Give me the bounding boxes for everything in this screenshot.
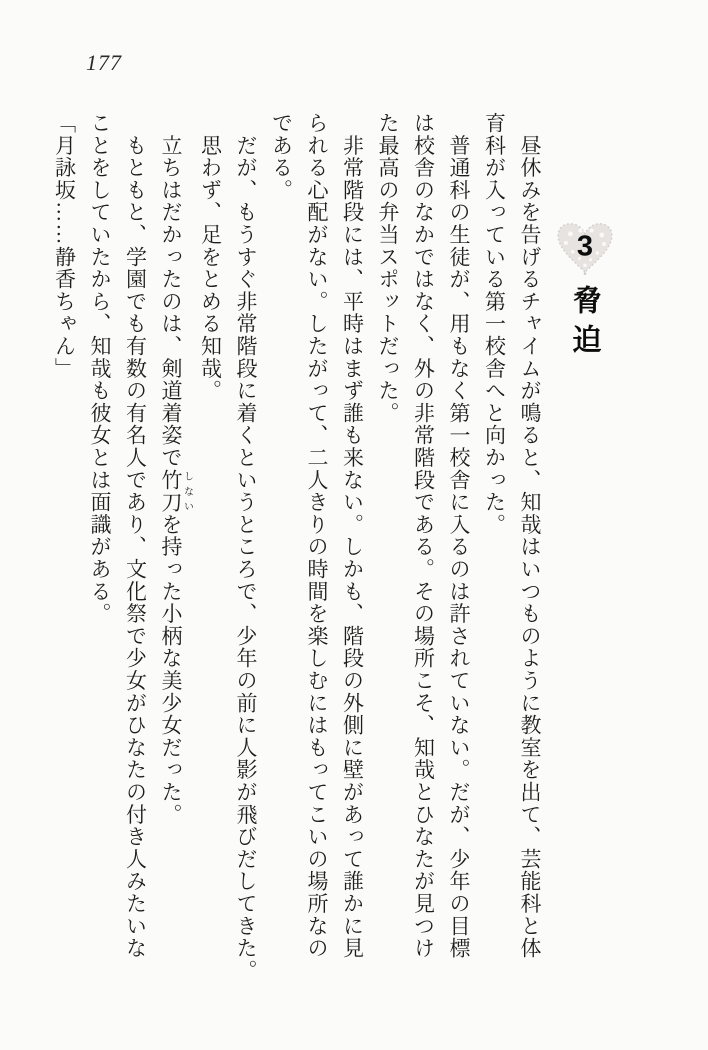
text-column: た最高の弁当スポットだった。: [376, 112, 400, 425]
text-column: 普通科の生徒が、用もなく第一校舎に入るのは許されていない。だが、少年の目標: [447, 112, 471, 960]
chapter-number-badge: [557, 222, 613, 276]
chapter-header: [556, 222, 614, 363]
text-column: だが、もうすぐ非常階段に着くというところで、少年の前に人影が飛びだしてきた。: [234, 112, 258, 982]
ruby-after-text: を持った小柄な美少女だった。: [159, 513, 183, 826]
text-column: である。: [269, 112, 294, 202]
text-column: 昼休みを告げるチャイムが鳴ると、知哉はいつものように教室を出て、芸能科と体: [518, 112, 542, 960]
text-column: 非常階段には、平時はまず誰も来ない。しかも、階段の外側に壁があって誰かに見: [340, 112, 365, 960]
ruby-base: 竹刀: [159, 468, 183, 514]
text-column: 「月詠坂……静香ちゃん」: [52, 112, 77, 380]
text-block: [46, 112, 547, 982]
text-column-with-ruby: [153, 112, 193, 964]
page-number: 177: [86, 50, 122, 75]
text-column: もともと、学園でも有数の有名人であり、文化祭で少女がひなたの付き人みたいな: [123, 112, 148, 960]
text-column: ことをしていたから、知哉も彼女とは面識がある。: [88, 112, 112, 625]
chapter-title: 脅迫: [568, 285, 601, 363]
ruby-furigana: しない: [181, 468, 193, 514]
ruby-word: [159, 468, 193, 514]
text-column: 育科が入っている第一校舎へと向かった。: [482, 112, 507, 536]
text-column: は校舎のなかではなく、外の非常階段である。その場所こそ、知哉とひなたが見つけ: [411, 112, 436, 960]
text-column: 思わず、足をとめる知哉。: [198, 112, 223, 402]
ruby-before-text: 立ちはだかったのは、剣道着姿で: [159, 112, 183, 469]
chapter-number: 3: [576, 230, 594, 263]
text-column: られる心配がない。したがって、二人きりの時間を楽しむにはもってこいの場所なの: [305, 112, 329, 960]
